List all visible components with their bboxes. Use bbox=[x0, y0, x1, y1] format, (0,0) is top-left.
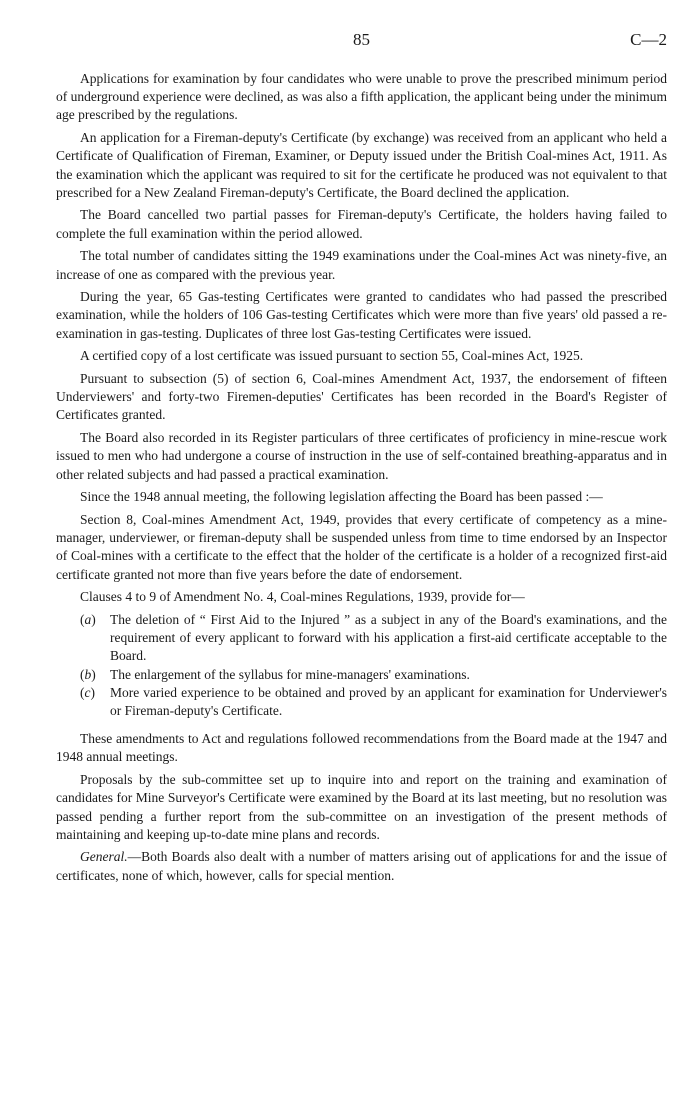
paragraph: The total number of candidates sitting the 1949 examinations under the Coal-mines Act was ninety-five, an increase of one as compared with the previous year. bbox=[56, 248, 667, 282]
paragraph: Section 8, Coal-mines Amendment Act, 1949, provides that every certificate of competency as a mine-manager, underviewer, or fireman-deputy shall be suspended unless from time to time endorsed by an Inspector of Coal-mines with a certificate to the effect that the holder of the certificate is a holder of a recognized first-aid certificate granted not more than five years before the date of endorsement. bbox=[56, 511, 667, 582]
list-marker: (a) bbox=[80, 611, 96, 627]
paragraph: Clauses 4 to 9 of Amendment No. 4, Coal-mines Regulations, 1939, provide for— bbox=[80, 589, 525, 605]
list-item bbox=[56, 684, 667, 720]
page-body bbox=[56, 70, 667, 885]
paragraph: These amendments to Act and regulations followed recommendations from the Board made at the 1947 and 1948 annual meetings. bbox=[56, 731, 667, 765]
list-letter: b bbox=[84, 666, 92, 682]
list-item bbox=[56, 611, 667, 666]
general-lead: General. bbox=[80, 849, 128, 865]
list-marker: (b) bbox=[80, 666, 96, 682]
section-code: C—2 bbox=[630, 30, 667, 49]
list-text: The enlargement of the syllabus for mine-managers' examinations. bbox=[110, 666, 470, 682]
general-text: —Both Boards also dealt with a number of matters arising out of applications for and the issue of certificates, none of which, however, calls for special mention. bbox=[56, 849, 667, 883]
list-text: More varied experience to be obtained and proved by an applicant for examination for Underviewer's or Fireman-deputy's Certificate. bbox=[110, 684, 667, 718]
page-number: 85 bbox=[353, 30, 370, 49]
list-item bbox=[56, 666, 667, 684]
page-header bbox=[56, 30, 667, 56]
list-letter: c bbox=[84, 684, 91, 700]
list-letter: a bbox=[84, 611, 92, 627]
paragraph: During the year, 65 Gas-testing Certificates were granted to candidates who had passed the prescribed examination, while the holders of 106 Gas-testing Certificates which were more than five years' old passed a re-examination in gas-testing. Duplicates of three lost Gas-testing Certificates were issued. bbox=[56, 289, 667, 341]
list-marker: (c) bbox=[80, 684, 95, 700]
paragraph: An application for a Fireman-deputy's Certificate (by exchange) was received from an applicant who held a Certificate of Qualification of Fireman, Examiner, or Deputy issued under the British Coal-mines Act, 1911. As the examination which the applicant was required to sit for the certificate he produced was not equivalent to that prescribed for a New Zealand Fireman-deputy's Certificate, the Board declined the application. bbox=[56, 130, 667, 200]
paragraph: Applications for examination by four candidates who were unable to prove the prescribed minimum period of underground experience were declined, as was also a fifth application, the applicant being under the minimum age prescribed by the regulations. bbox=[56, 71, 667, 123]
document-page bbox=[56, 30, 667, 889]
paragraph: Pursuant to subsection (5) of section 6, Coal-mines Amendment Act, 1937, the endorsement of fifteen Underviewers' and forty-two Firemen-deputies' Certificates has been recorded in the Board's Register of Certificates granted. bbox=[56, 371, 667, 423]
paragraph: Proposals by the sub-committee set up to inquire into and report on the training and examination of candidates for Mine Surveyor's Certificate were examined by the Board at its last meeting, but no resolution was passed pending a further report from the sub-committee on an investigation of the present methods of maintaining and keeping up-to-date mine plans and records. bbox=[56, 772, 667, 842]
paragraph: Since the 1948 annual meeting, the following legislation affecting the Board has been passed :— bbox=[80, 489, 603, 505]
list-text: The deletion of “ First Aid to the Injured ” as a subject in any of the Board's examinations, and the requirement of every applicant to forward with his application a first-aid certificate acceptable to the Board. bbox=[110, 611, 667, 664]
general-paragraph bbox=[56, 848, 667, 884]
paragraph: The Board cancelled two partial passes for Fireman-deputy's Certificate, the holders having failed to complete the full examination within the period allowed. bbox=[56, 207, 667, 241]
amendment-list bbox=[56, 611, 667, 720]
paragraph: A certified copy of a lost certificate was issued pursuant to section 55, Coal-mines Act, 1925. bbox=[80, 348, 584, 364]
paragraph: The Board also recorded in its Register particulars of three certificates of proficiency in mine-rescue work issued to men who had undergone a course of instruction in the use of self-contained breathing-apparatus and in other related subjects and had passed a practical examination. bbox=[56, 430, 667, 482]
